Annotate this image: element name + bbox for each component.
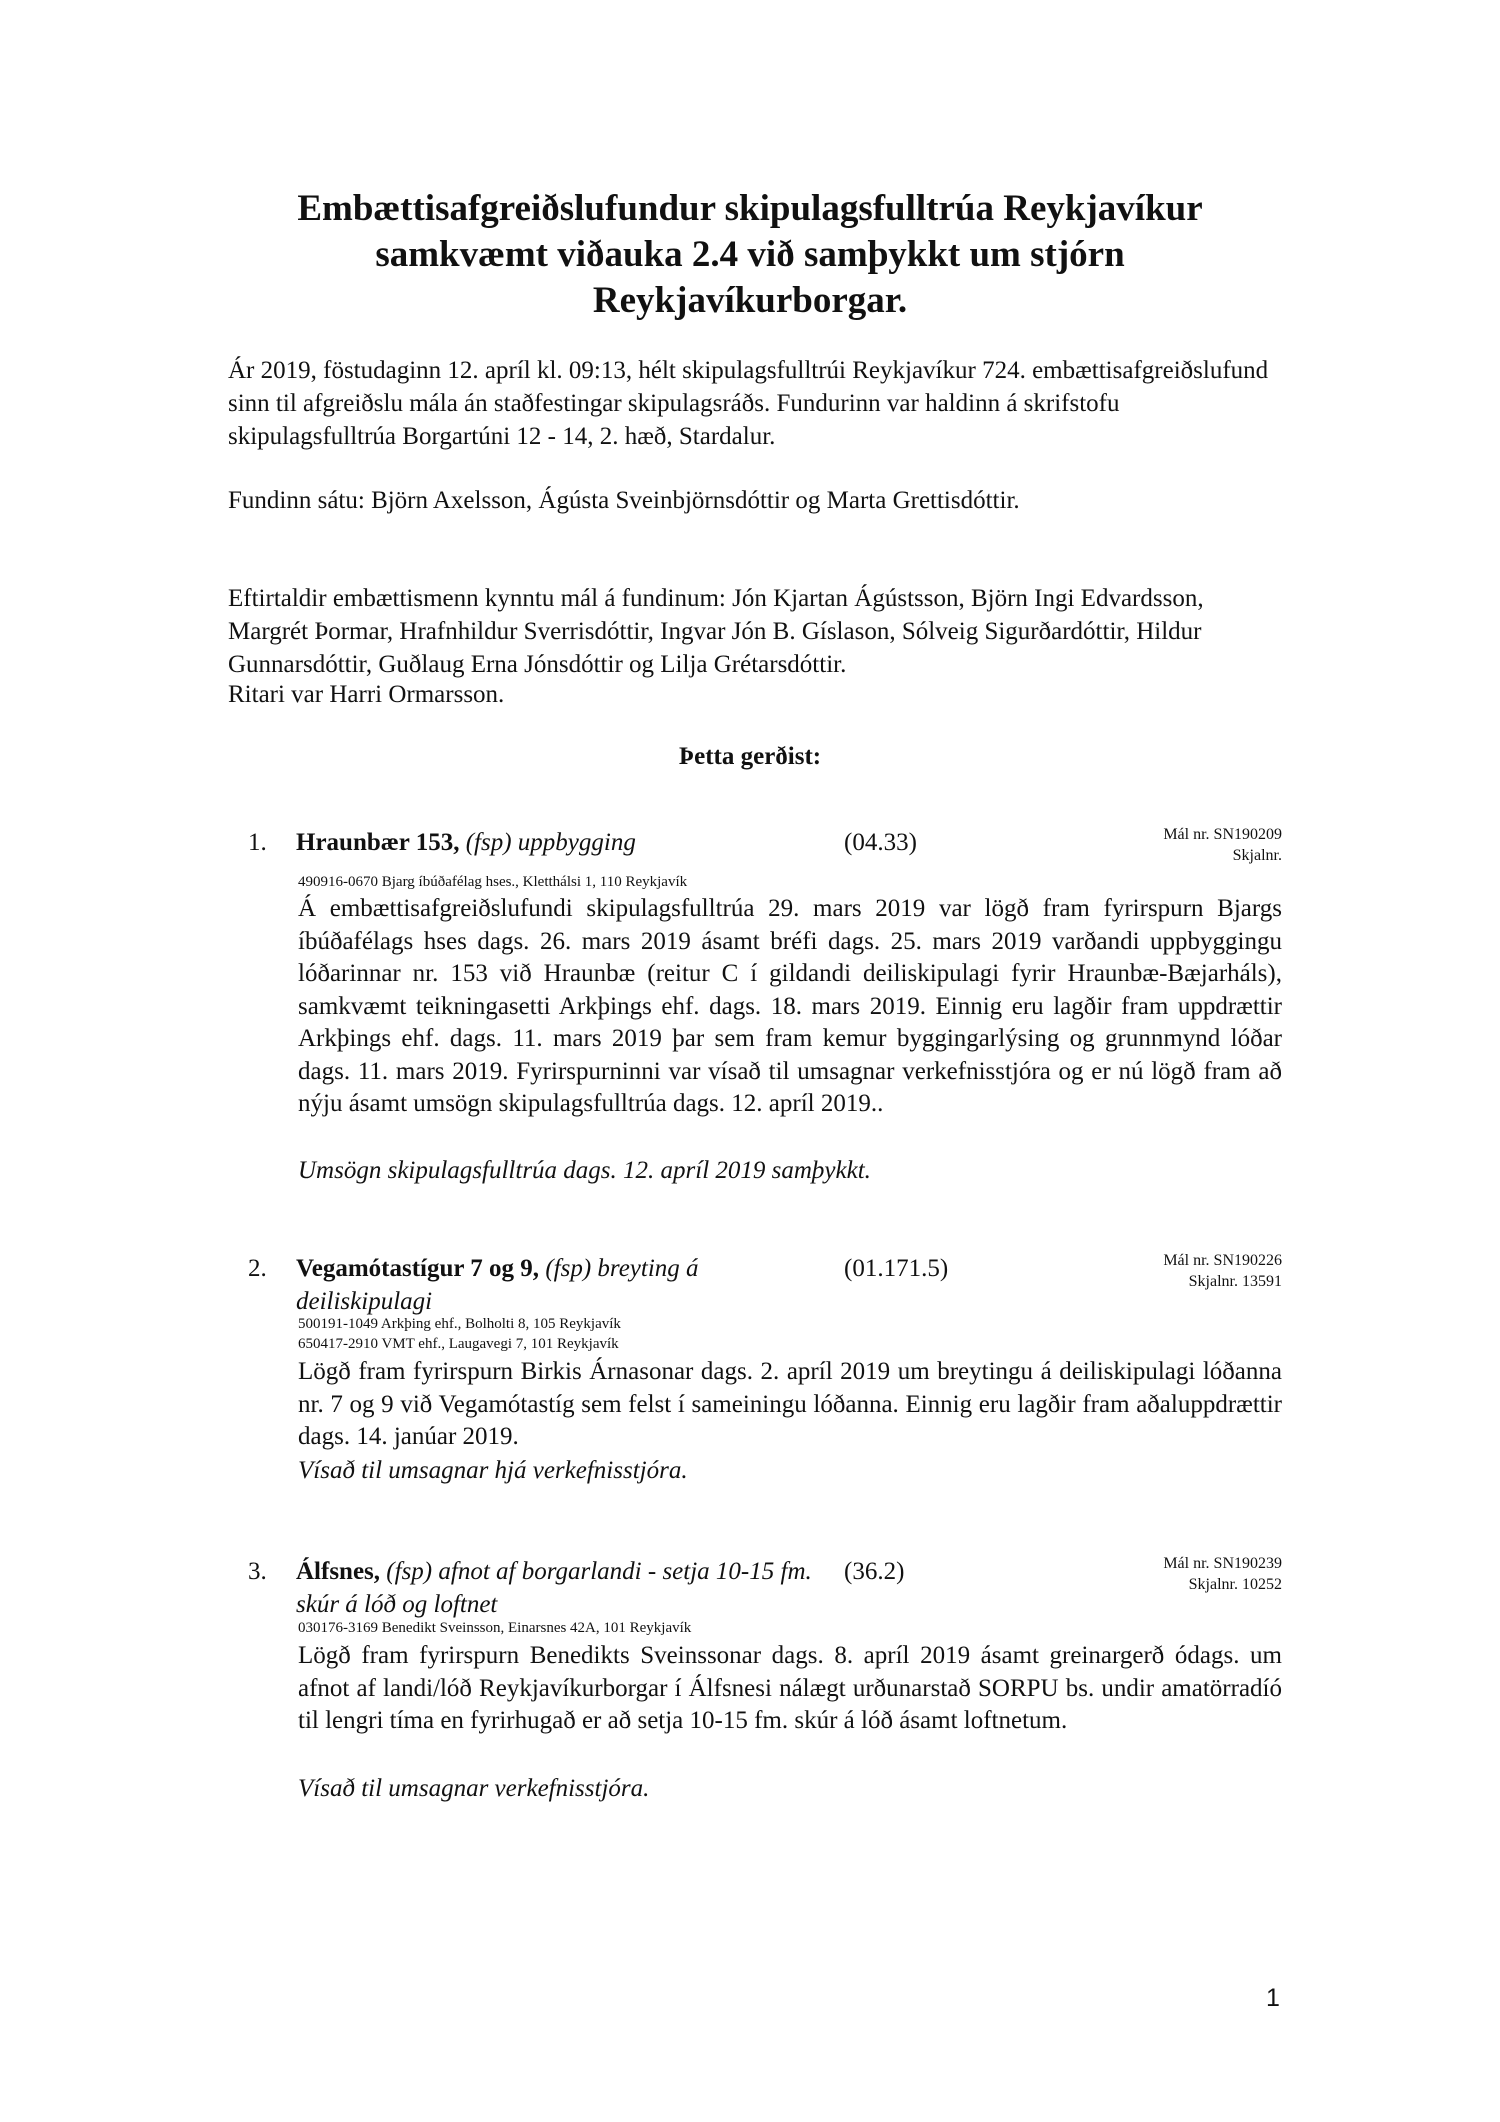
item-body: Lögð fram fyrirspurn Benedikts Sveinssonar dags. 8. apríl 2019 ásamt greinargerð ódags. um afnot af landi/lóð Reykjavíkurborgar í Álfsnesi nálægt urðunarstað SORPU bs. undir amatörradíó til lengri tíma en fyrirhugað er að setja 10-15 fm. skúr á lóð ásamt loftnetum. [298, 1642, 1282, 1734]
item-heading [296, 1252, 766, 1318]
document-reference: Skjalnr. 13591 [1188, 1273, 1282, 1290]
item-decision: Umsögn skipulagsfulltrúa dags. 12. apríl 2019 samþykkt. [298, 1157, 871, 1184]
officials-paragraph: Eftirtaldir embættismenn kynntu mál á fundinum: Jón Kjartan Ágústsson, Björn Ingi Edvardsson, Margrét Þormar, Hrafnhildur Sverrisdóttir, Ingvar Jón B. Gíslason, Sólveig Sigurðardóttir, Hildur Gunnarsdóttir, Guðlaug Erna Jónsdóttir og Lilja Grétarsdóttir. [228, 585, 1204, 678]
item-parties [298, 1618, 1198, 1638]
item-number: 2. [248, 1255, 267, 1282]
case-number-block [1022, 1553, 1282, 1595]
party-line: 500191-1049 Arkþing ehf., Bolholti 8, 105 Reykjavík [298, 1316, 621, 1332]
item-code: (36.2) [844, 1558, 905, 1585]
item-code: (04.33) [844, 829, 917, 856]
case-number: Mál nr. SN190209 [1163, 826, 1282, 843]
item-subject: (fsp) afnot af borgarlandi - setja 10-15 fm. skúr á lóð og loftnet [296, 1558, 812, 1618]
attendees-paragraph: Fundinn sátu: Björn Axelsson, Ágústa Sveinbjörnsdóttir og Marta Grettisdóttir. [228, 487, 1020, 514]
document-reference: Skjalnr. [1232, 847, 1282, 864]
item-heading [296, 1555, 816, 1621]
item-subject: (fsp) breyting á deiliskipulagi [296, 1255, 699, 1315]
secretary-paragraph: Ritari var Harri Ormarsson. [228, 681, 505, 708]
document-reference: Skjalnr. 10252 [1188, 1576, 1282, 1593]
item-subject: (fsp) uppbygging [465, 829, 636, 856]
item-parties [298, 872, 1198, 892]
item-heading [296, 826, 806, 859]
item-body: Á embættisafgreiðslufundi skipulagsfulltrúa 29. mars 2019 var lögð fram fyrirspurn Bjargs íbúðafélags hses dags. 26. mars 2019 ásamt bréfi dags. 25. mars 2019 varðandi uppbyggingu lóðarinnar nr. 153 við Hraunbæ (reitur C í gildandi deiliskipulagi fyrir Hraunbæ-Bæjarháls), samkvæmt teikningasetti Arkþings ehf. dags. 18. mars 2019. Einnig eru lagðir fram uppdrættir Arkþings ehf. dags. 11. mars 2019 þar sem fram kemur byggingarlýsing og grunnmynd lóðar dags. 11. mars 2019. Fyrirspurninni var vísað til umsagnar verkefnisstjóra og er nú lögð fram að nýju ásamt umsögn skipulagsfulltrúa dags. 12. apríl 2019.. [298, 895, 1282, 1117]
item-number: 1. [248, 829, 267, 856]
item-code: (01.171.5) [844, 1255, 949, 1282]
item-number: 3. [248, 1558, 267, 1585]
item-body: Lögð fram fyrirspurn Birkis Árnasonar dags. 2. apríl 2019 um breytingu á deiliskipulagi lóðanna nr. 7 og 9 við Vegamótastíg sem felst í sameiningu lóðanna. Einnig eru lagðir fram aðaluppdrættir dags. 14. janúar 2019. [298, 1358, 1282, 1450]
case-number-block [1022, 824, 1282, 866]
section-heading: Þetta gerðist: [678, 743, 822, 770]
item-parties [298, 1314, 1198, 1354]
item-decision: Vísað til umsagnar hjá verkefnisstjóra. [298, 1457, 688, 1484]
item-decision: Vísað til umsagnar verkefnisstjóra. [298, 1775, 650, 1802]
case-number-block [1022, 1250, 1282, 1292]
item-name: Vegamótastígur 7 og 9, [296, 1255, 540, 1282]
party-line: 650417-2910 VMT ehf., Laugavegi 7, 101 Reykjavík [298, 1336, 619, 1352]
case-number: Mál nr. SN190226 [1163, 1252, 1282, 1269]
item-name: Álfsnes, [296, 1558, 381, 1585]
party-line: 030176-3169 Benedikt Sveinsson, Einarsnes 42A, 101 Reykjavík [298, 1620, 692, 1636]
intro-paragraph: Ár 2019, föstudaginn 12. apríl kl. 09:13, hélt skipulagsfulltrúi Reykjavíkur 724. embættisafgreiðslufund sinn til afgreiðslu mála án staðfestingar skipulagsráðs. Fundurinn var haldinn á skrifstofu skipulagsfulltrúa Borgartúni 12 - 14, 2. hæð, Stardalur. [228, 357, 1269, 450]
case-number: Mál nr. SN190239 [1163, 1555, 1282, 1572]
party-line: 490916-0670 Bjarg íbúðafélag hses., Kletthálsi 1, 110 Reykjavík [298, 874, 688, 890]
page-number: 1 [1266, 1984, 1280, 2012]
document-title: Embættisafgreiðslufundur skipulagsfulltrúa Reykjavíkur samkvæmt viðauka 2.4 við samþykkt um stjórn Reykjavíkurborgar. [297, 188, 1203, 321]
item-name: Hraunbær 153, [296, 829, 460, 856]
